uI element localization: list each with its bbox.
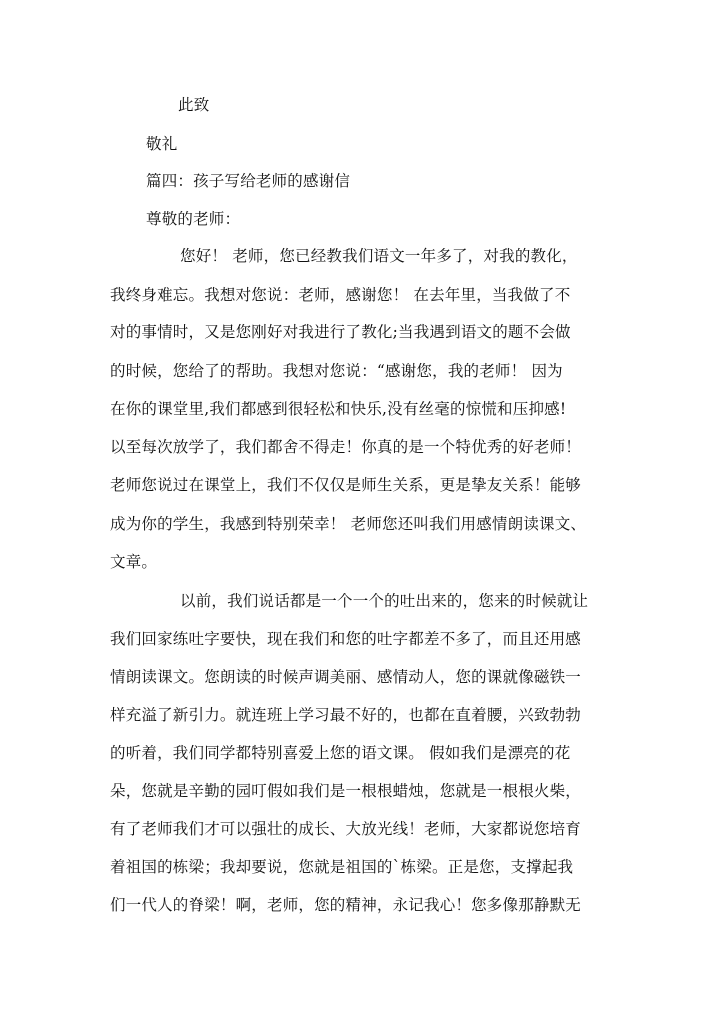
paragraph-line: 以前，我们说话都是一个一个的吐出来的，您来的时候就让	[180, 592, 589, 610]
paragraph-line: 我终身难忘。我想对您说：老师，感谢您！ 在去年里，当我做了不	[110, 286, 571, 304]
salutation: 尊敬的老师：	[146, 210, 241, 228]
paragraph-line: 我们回家练吐字要快，现在我们和您的吐字都差不多了，而且还用感	[110, 630, 582, 648]
closing-line-1: 此致	[178, 96, 210, 114]
paragraph-line: 的听着，我们同学都特别喜爱上您的语文课。 假如我们是漂亮的花	[110, 744, 571, 762]
paragraph-line: 成为你的学生，我感到特别荣幸！ 老师您还叫我们用感情朗读课文、	[110, 515, 587, 533]
paragraph-line: 以至每次放学了，我们都舍不得走！你真的是一个特优秀的好老师！	[110, 438, 582, 456]
paragraph-line: 您好！ 老师，您已经教我们语文一年多了，对我的教化，	[180, 247, 578, 265]
paragraph-line: 老师您说过在课堂上，我们不仅仅是师生关系，更是挚友关系！能够	[110, 476, 582, 494]
paragraph-line: 对的事情时，又是您刚好对我进行了教化;当我遇到语文的题不会做	[110, 323, 571, 341]
paragraph-line: 样充溢了新引力。就连班上学习最不好的，也都在直着腰，兴致勃勃	[110, 706, 582, 724]
paragraph-line: 的时候，您给了的帮助。我想对您说：“感谢您，我的老师！ 因为	[110, 362, 563, 380]
paragraph-line: 文章。	[110, 553, 158, 571]
paragraph-line: 朵，您就是辛勤的园叮假如我们是一根根蜡烛，您就是一根根火柴，	[110, 782, 582, 800]
paragraph-line: 在你的课堂里,我们都感到很轻松和快乐,没有丝毫的惊慌和压抑感!	[110, 400, 567, 418]
paragraph-line: 有了老师我们才可以强壮的成长、大放光线！老师，大家都说您培育	[110, 820, 582, 838]
paragraph-line: 情朗读课文。您朗读的时候声调美丽、感情动人，您的课就像磁铁一	[110, 668, 582, 686]
closing-line-2: 敬礼	[146, 135, 178, 153]
paragraph-line: 着祖国的栋梁；我却要说，您就是祖国的`栋梁。正是您，支撑起我	[110, 858, 574, 876]
section-heading: 篇四：孩子写给老师的感谢信	[146, 172, 351, 190]
paragraph-line: 们一代人的脊梁！啊，老师，您的精神，永记我心！您多像那静默无	[110, 896, 582, 914]
